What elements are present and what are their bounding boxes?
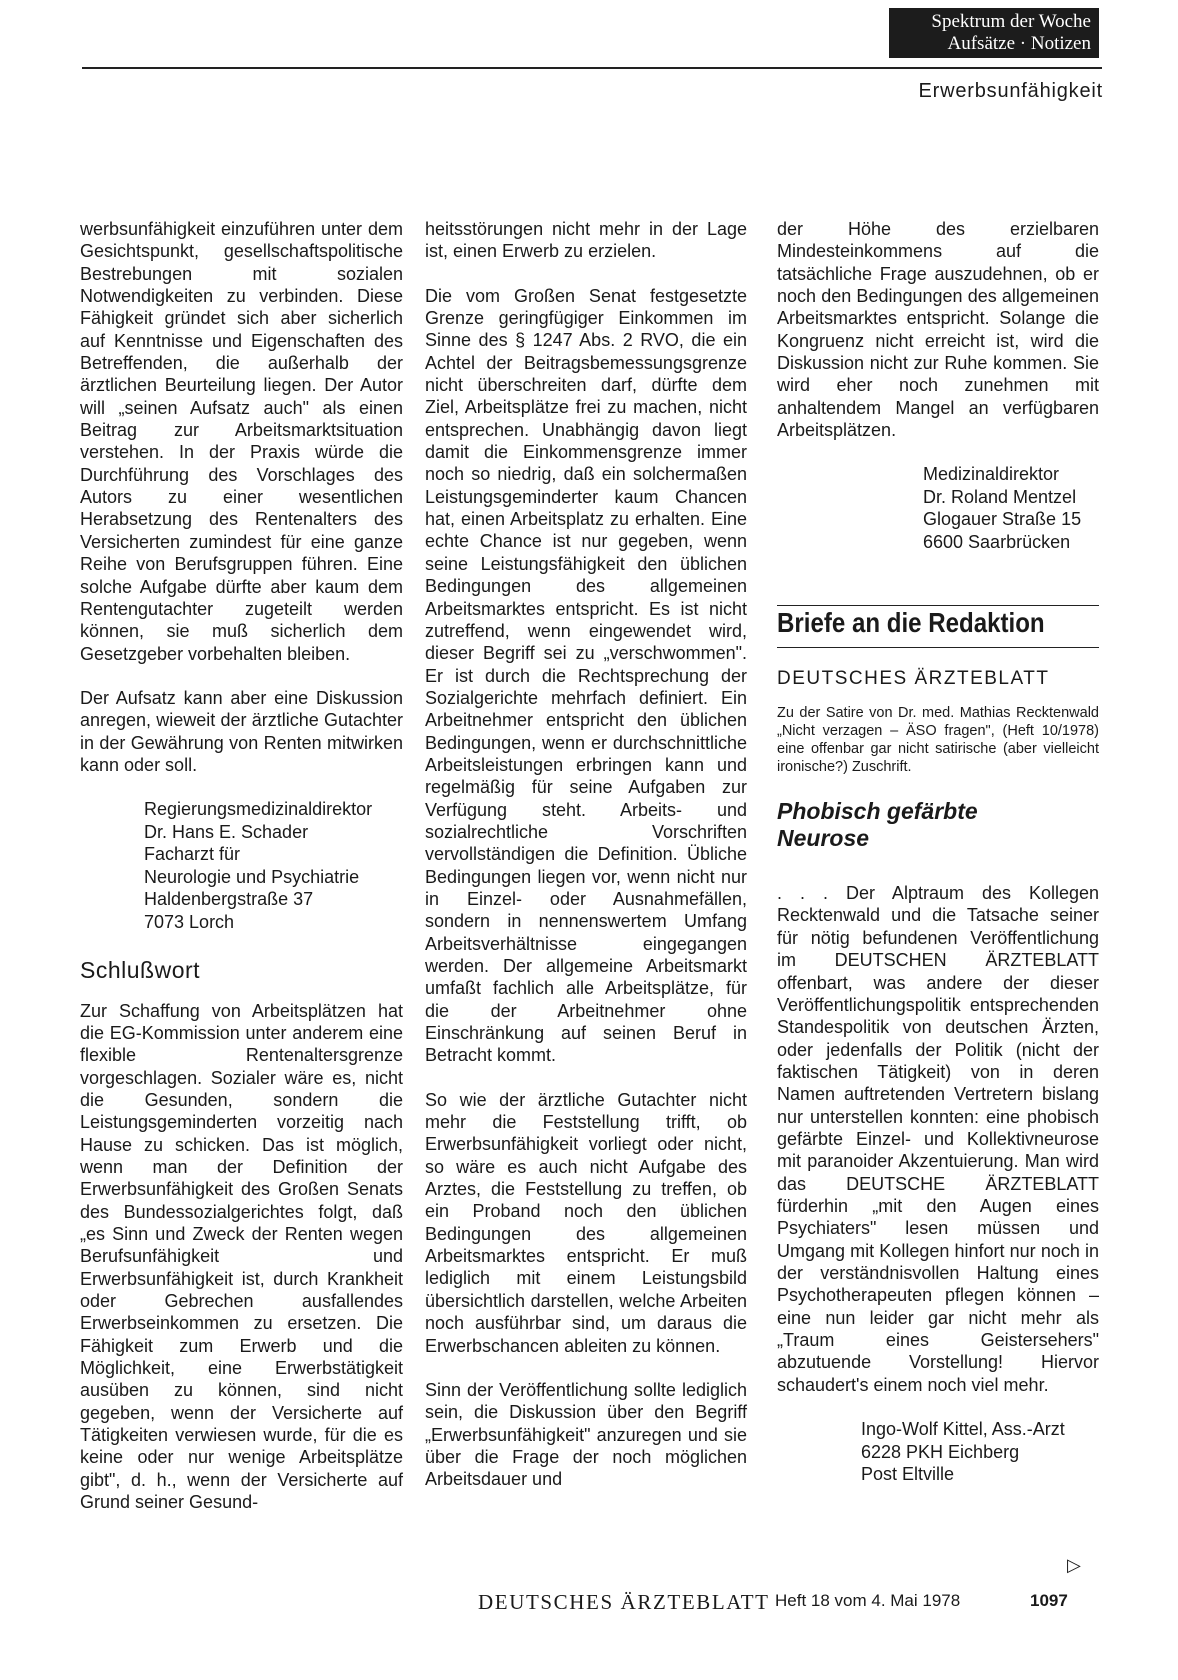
heading-schlusswort: Schlußwort [80, 957, 201, 984]
column-1 [80, 218, 403, 1536]
top-rule [82, 67, 1102, 69]
footer-journal-name: DEUTSCHES ÄRZTEBLATT [478, 1590, 770, 1614]
footer-page-number: 1097 [1030, 1591, 1068, 1610]
signature-line: 6228 PKH Eichberg [861, 1441, 1020, 1462]
signature-line: 6600 Saarbrücken [923, 531, 1071, 552]
signature-line: Haldenbergstraße 37 [144, 889, 314, 910]
signature-mentzel [923, 463, 1099, 553]
signature-line: Dr. Hans E. Schader [144, 821, 309, 842]
journal-label: DEUTSCHES ÄRZTEBLATT [777, 667, 1050, 689]
col1-paragraph-3: Zur Schaffung von Arbeitsplätzen hat die EG-Kommission unter anderem eine flexible Rentenaltersgrenze vorgeschlagen. Sozialer wäre es, nicht die Gesunden, sondern die Leistungsgeminderten vorzeitig nach Hause zu schicken. Das ist möglich, wenn man der Definition der Erwerbsunfähigkeit des Großen Senats des Bundessozialgerichtes folgt, daß „es Sinn und Zweck der Renten wegen Berufsunfähigkeit und Erwerbsunfähigkeit ist, durch Krankheit oder Gebrechen ausfallendes Erwerbseinkommen zu ersetzen. Die Fähigkeit zum Erwerb und die Möglichkeit, eine Erwerbstätigkeit ausüben zu können, sind nicht gegeben, wenn der Versicherte auf Tätigkeiten verwiesen wurde, für die es keine oder nur wenige Arbeitsplätze gibt", d. h., wenn der Versicherte auf Grund seiner Gesund- [80, 1000, 403, 1513]
signature-line: Ingo-Wolf Kittel, Ass.-Arzt [861, 1419, 1065, 1440]
col1-paragraph-1: werbsunfähigkeit einzuführen unter dem Gesichtspunkt, gesellschaftspolitische Bestrebungen mit sozialen Notwendigkeiten zu verbinden. Diese Fähigkeit gründet sich aber sicherlich auf Kenntnisse und Eigenschaften des Betreffenden, die außerhalb der ärztlichen Beurteilung liegen. Der Autor will „seinen Aufsatz auch" als einen Beitrag zur Arbeitsmarktsituation verstehen. In der Praxis würde die Durchführung des Vorschlages des Autors zu einer wesentlichen Herabsetzung des Rentenalters des Versicherten zumindest für eine ganze Reihe von Berufsgruppen führen. Eine solche Aufgabe dürfte aber kaum dem Rentengutachter zugeteilt werden können, sie muß sicherlich dem Gesetzgeber vorbehalten bleiben. [80, 219, 403, 664]
col2-paragraph-4: Sinn der Veröffentlichung sollte lediglich sein, die Diskussion über den Begriff „Erwerbsunfähigkeit" anzuregen und sie über die Frage der noch möglichen Arbeitsdauer und [425, 1379, 747, 1490]
continue-arrow-icon: ▷ [1067, 1555, 1081, 1575]
letter-body: . . . Der Alptraum des Kollegen Recktenwald und die Tatsache seiner für nötig befundenen Veröffentlichung im DEUTSCHEN ÄRZTEBLATT offenbart, was andere der dieser Veröffentlichungspolitik entsprechenden Standespolitik von deutschen Ärzten, oder jedenfalls der Politik (nicht der faktischen Tätigkeit) von in deren Namen auftretenden Vertretern bislang nur unterstellen konnten: eine phobisch gefärbte Einzel- und Kollektivneurose mit paranoider Akzentuierung. Man wird das DEUTSCHE ÄRZTEBLATT fürderhin „mit den Augen eines Psychiaters" lesen müssen und Umgang mit Kollegen hinfort nur noch in der verständnisvollen Haltung eines Psychotherapeuten pflegen können – eine nun leider gar nicht mehr als „Traum eines Geistersehers" abzutuende Vorstellung! Hiervor schaudert's einem noch viel mehr. [777, 883, 1099, 1395]
signature-schader [144, 798, 403, 933]
badge-line-1: Spektrum der Woche [931, 11, 1091, 32]
col1-paragraph-2: Der Aufsatz kann aber eine Diskussion anregen, wieweit der ärztliche Gutachter in der Gewährung von Renten mitwirken kann oder soll. [80, 687, 403, 775]
column-2 [425, 218, 747, 1513]
letter-title [777, 798, 1099, 852]
signature-line: Facharzt für [144, 844, 241, 865]
intro-note: Zu der Satire von Dr. med. Mathias Recktenwald „Nicht verzagen – ÄSO fragen", (Heft 10/1978) eine offenbar gar nicht satirische (aber vielleicht ironische?) Zuschrift. [777, 705, 1099, 776]
col3-paragraph-1: der Höhe des erzielbaren Mindesteinkommens auf die tatsächliche Frage auszudehnen, ob er noch den Bedingungen des allgemeinen Arbeitsmarktes entspricht. Solange die Kongruenz nicht erreicht ist, wird die Diskussion nicht zur Ruhe kommen. Sie wird eher noch zunehmen mit anhaltendem Mangel an verfügbaren Arbeitsplätzen. [777, 219, 1099, 441]
rule-below-title [777, 647, 1099, 648]
letters-section [777, 605, 1099, 1485]
signature-line: Regierungsmedizinaldirektor [144, 799, 373, 820]
signature-line: Dr. Roland Mentzel [923, 486, 1077, 507]
col2-paragraph-2: Die vom Großen Senat festgesetzte Grenze geringfügiger Einkommen im Sinne des § 1247 Abs. 2 RVO, die ein Achtel der Beitragsbemessungsgrenze nicht überschreiten darf, dürfte dem Ziel, Arbeitsplätze frei zu machen, nicht entsprechen. Unabhängig davon liegt damit die Einkommensgrenze immer noch so niedrig, daß ein solchermaßen Leistungsgeminderter kaum Chancen hat, einen Arbeitsplatz zu erhalten. Eine echte Chance ist nur gegeben, wenn seine Leistungsfähigkeit den üblichen Bedingungen des allgemeinen Arbeitsmarktes entspricht. Es ist nicht zutreffend, wenn eingewendet wird, dieser Begriff sei zu „verschwommen". Er ist durch die Rechtsprechung der Sozialgerichte mehrfach definiert. Ein Arbeitnehmer entspricht den üblichen Bedingungen, wenn er durchschnittliche Arbeitsleistungen erbringen kann und regelmäßig für seine Aufgaben zur Verfügung steht. Arbeits- und sozialrechtliche Vorschriften vervollständigen die Definition. Übliche Bedingungen liegen vor, wenn nicht nur in Einzel- oder Ausnahmefällen, sondern in nennenswertem Umfang Arbeitsverhältnisse eingegangen werden. Der allgemeine Arbeitsmarkt umfaßt fachlich alle Arbeitsplätze, für die der Arbeitnehmer ohne Einschränkung auf seinen Beruf in Betracht kommt. [425, 285, 747, 1066]
column-3 [777, 218, 1099, 1486]
badge-line-2: Aufsätze · Notizen [947, 33, 1091, 54]
letter-title-line-1: Phobisch gefärbte [777, 798, 978, 825]
signature-line: Glogauer Straße 15 [923, 509, 1082, 530]
signature-kittel [861, 1418, 1099, 1486]
signature-line: Neurologie und Psychiatrie [144, 866, 360, 887]
col2-paragraph-1: heitsstörungen nicht mehr in der Lage ist, einen Erwerb zu erzielen. [425, 219, 747, 262]
section-title: Erwerbsunfähigkeit [918, 80, 1103, 102]
col2-paragraph-3: So wie der ärztliche Gutachter nicht mehr die Feststellung trifft, ob Erwerbsunfähigkeit vorliegt oder nicht, so wäre es auch nicht Aufgabe des Arztes, die Feststellung zu treffen, ob ein Proband noch den üblichen Bedingungen des allgemeinen Arbeitsmarktes entspricht. Er muß lediglich mit einem Leistungsbild übersichtlich darstellen, welche Arbeiten noch ausführbar sind, um daraus die Erwerbschancen ableiten zu können. [425, 1089, 747, 1356]
rule-above-title [777, 605, 1099, 606]
signature-line: Medizinaldirektor [923, 464, 1060, 485]
letter-title-line-2: Neurose [777, 825, 870, 852]
footer-issue: Heft 18 vom 4. Mai 1978 [775, 1591, 961, 1610]
signature-line: 7073 Lorch [144, 911, 235, 932]
letters-section-title: Briefe an die Redaktion [777, 607, 1045, 639]
section-badge [889, 8, 1099, 58]
signature-line: Post Eltville [861, 1464, 955, 1485]
